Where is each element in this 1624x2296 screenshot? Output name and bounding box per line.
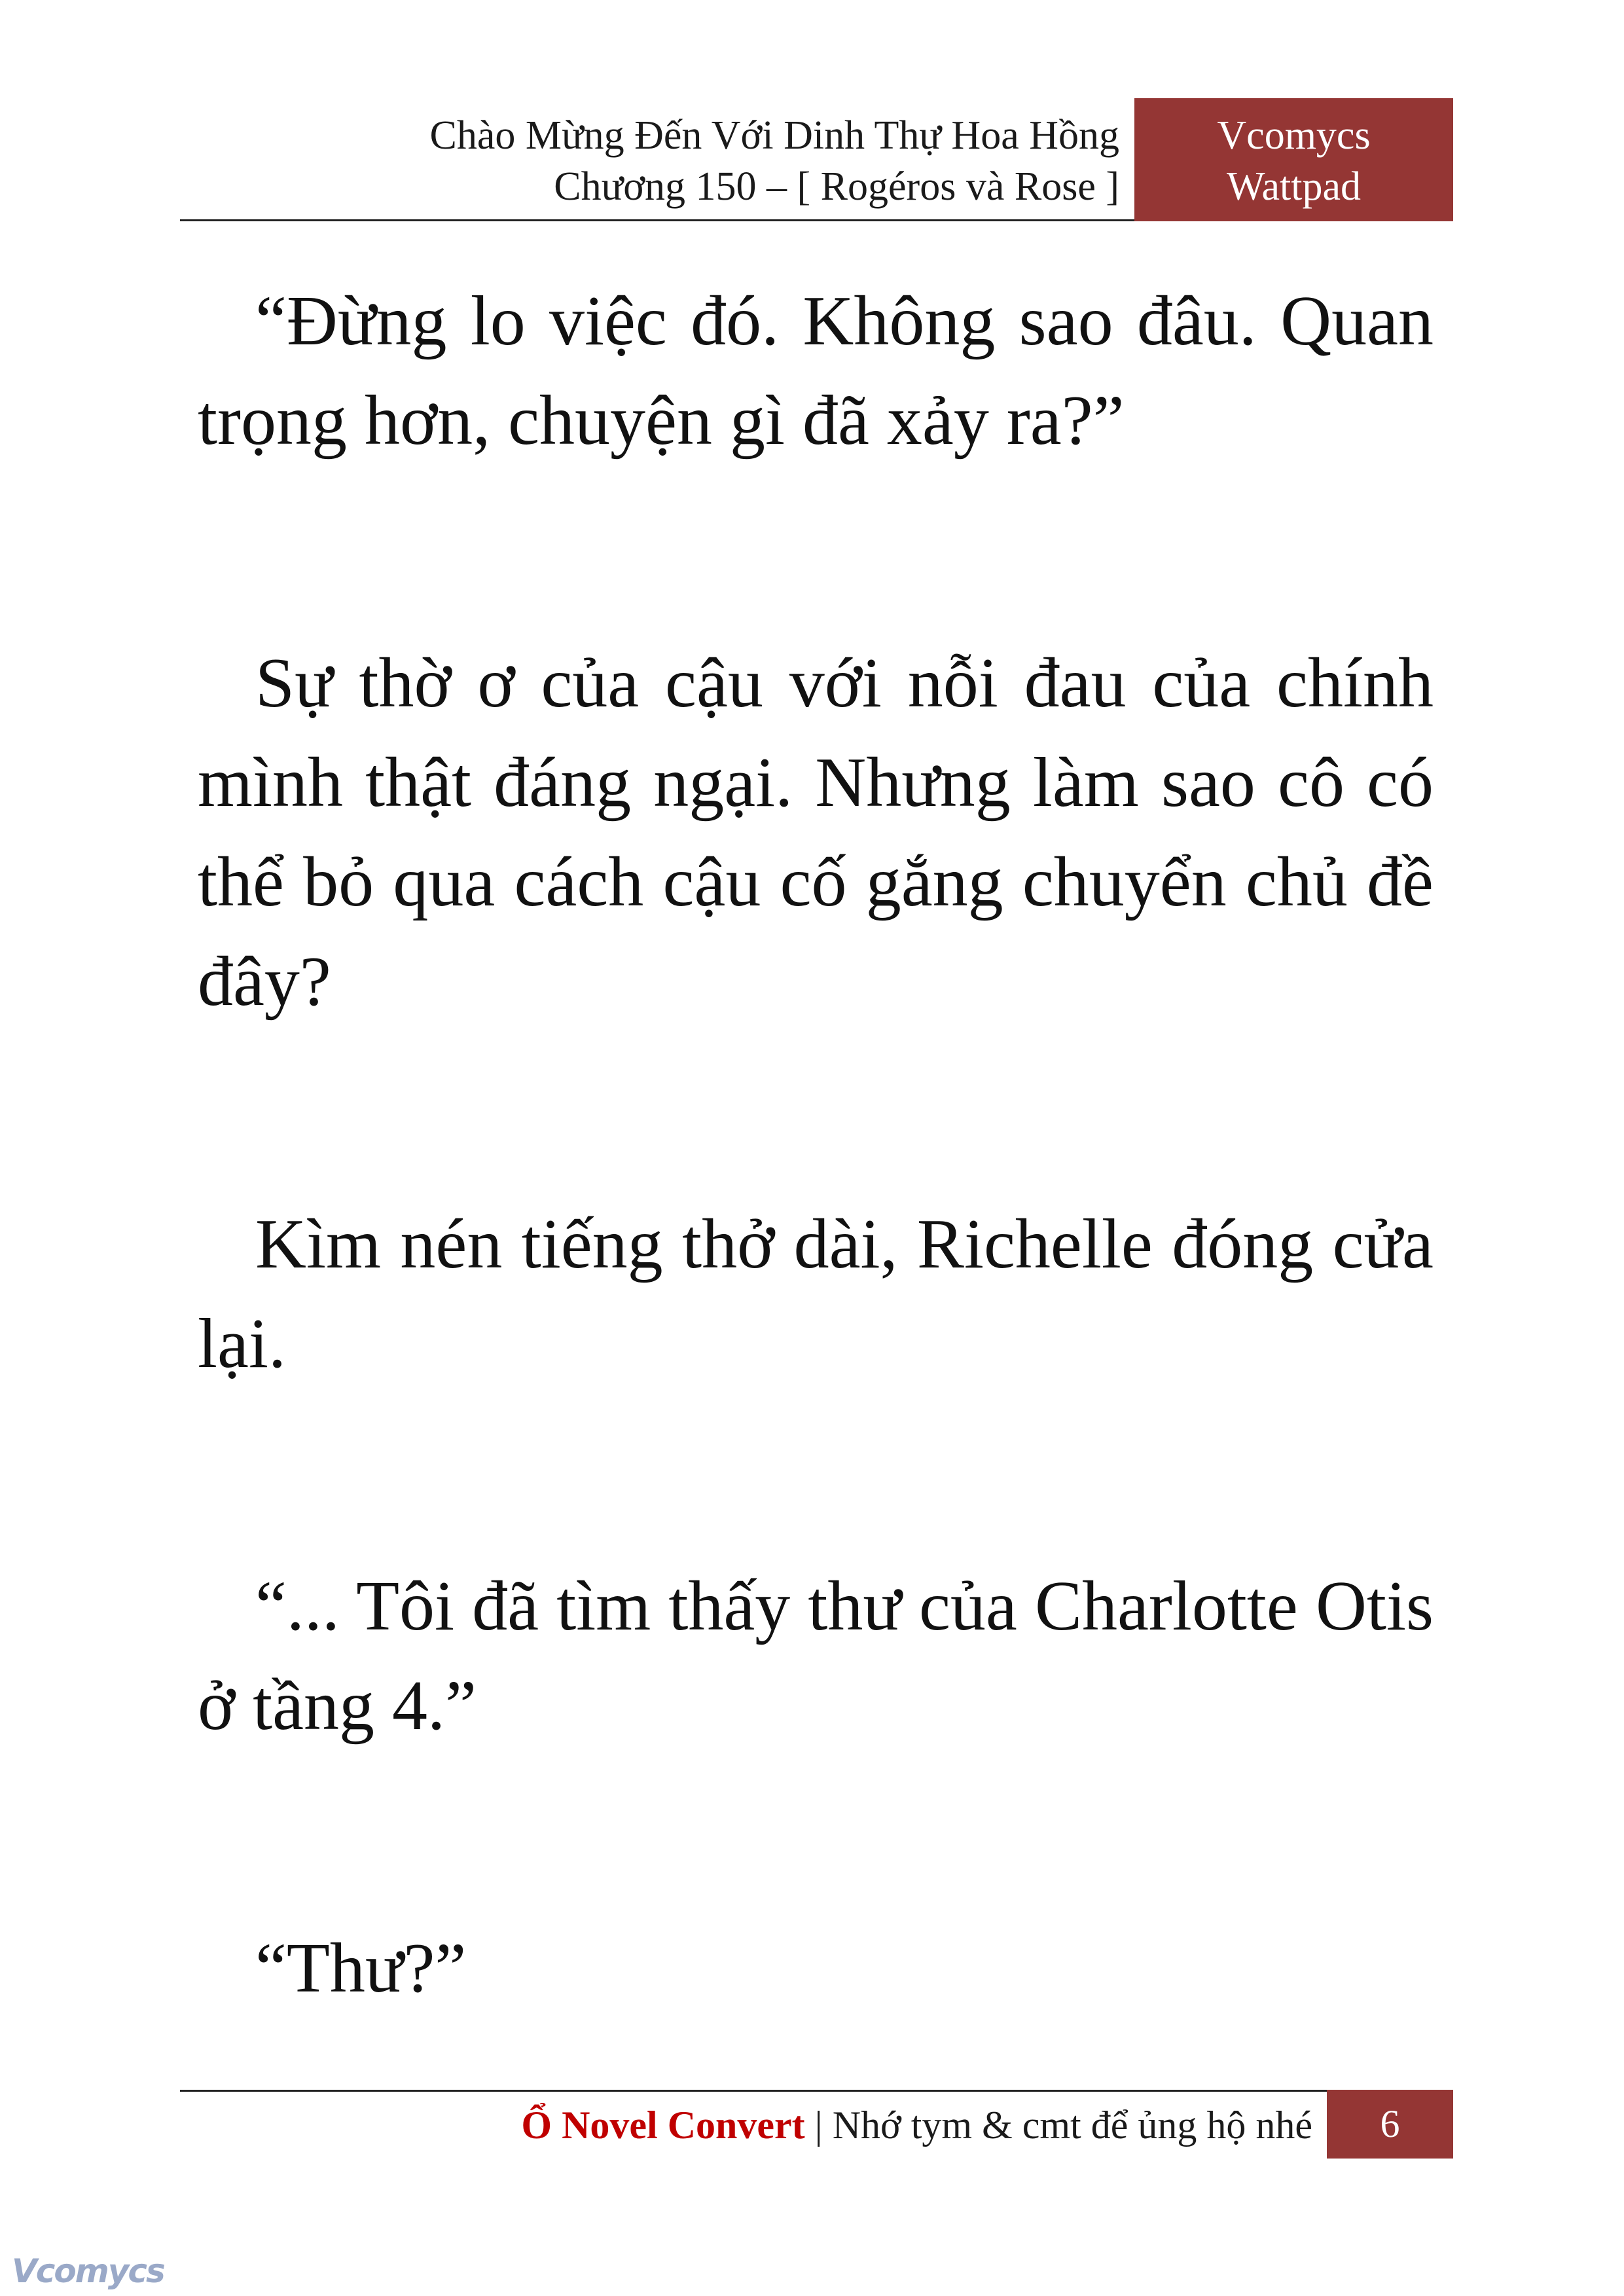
footer-divider <box>180 2090 1453 2092</box>
page-header <box>180 98 1453 221</box>
badge-publisher: Vcomycs <box>1217 113 1371 158</box>
page-footer <box>180 2090 1453 2159</box>
watermark-logo: Vcomycs <box>12 2252 164 2290</box>
badge-platform: Wattpad <box>1226 164 1362 209</box>
footer-message: Nhớ tym & cmt để ủng hộ nhé <box>832 2104 1312 2147</box>
footer-separator: | <box>804 2104 833 2147</box>
source-badge <box>1134 98 1453 221</box>
book-title: Chào Mừng Đến Với Dinh Thự Hoa Hồng <box>429 113 1119 158</box>
page-number: 6 <box>1327 2090 1453 2159</box>
paragraph: Sự thờ ơ của cậu với nỗi đau của chính mình thật đáng ngại. Nhưng làm sao cô có thể bỏ qua cách cậu cố gắng chuyển chủ đề đây? <box>198 644 1434 1021</box>
paragraph: Kìm nén tiếng thở dài, Richelle đóng cửa lại. <box>198 1205 1434 1383</box>
story-body <box>198 272 1434 2018</box>
footer-note <box>521 2099 1312 2151</box>
header-titles <box>430 110 1120 212</box>
footer-brand: Ổ Novel Convert <box>521 2104 805 2147</box>
chapter-title: Chương 150 – [ Rogéros và Rose ] <box>554 164 1119 209</box>
paragraph: “Đừng lo việc đó. Không sao đâu. Quan trọng hơn, chuyện gì đã xảy ra?” <box>198 282 1434 460</box>
paragraph: “Thư?” <box>255 1929 467 2007</box>
paragraph: “... Tôi đã tìm thấy thư của Charlotte Otis ở tầng 4.” <box>198 1567 1434 1745</box>
